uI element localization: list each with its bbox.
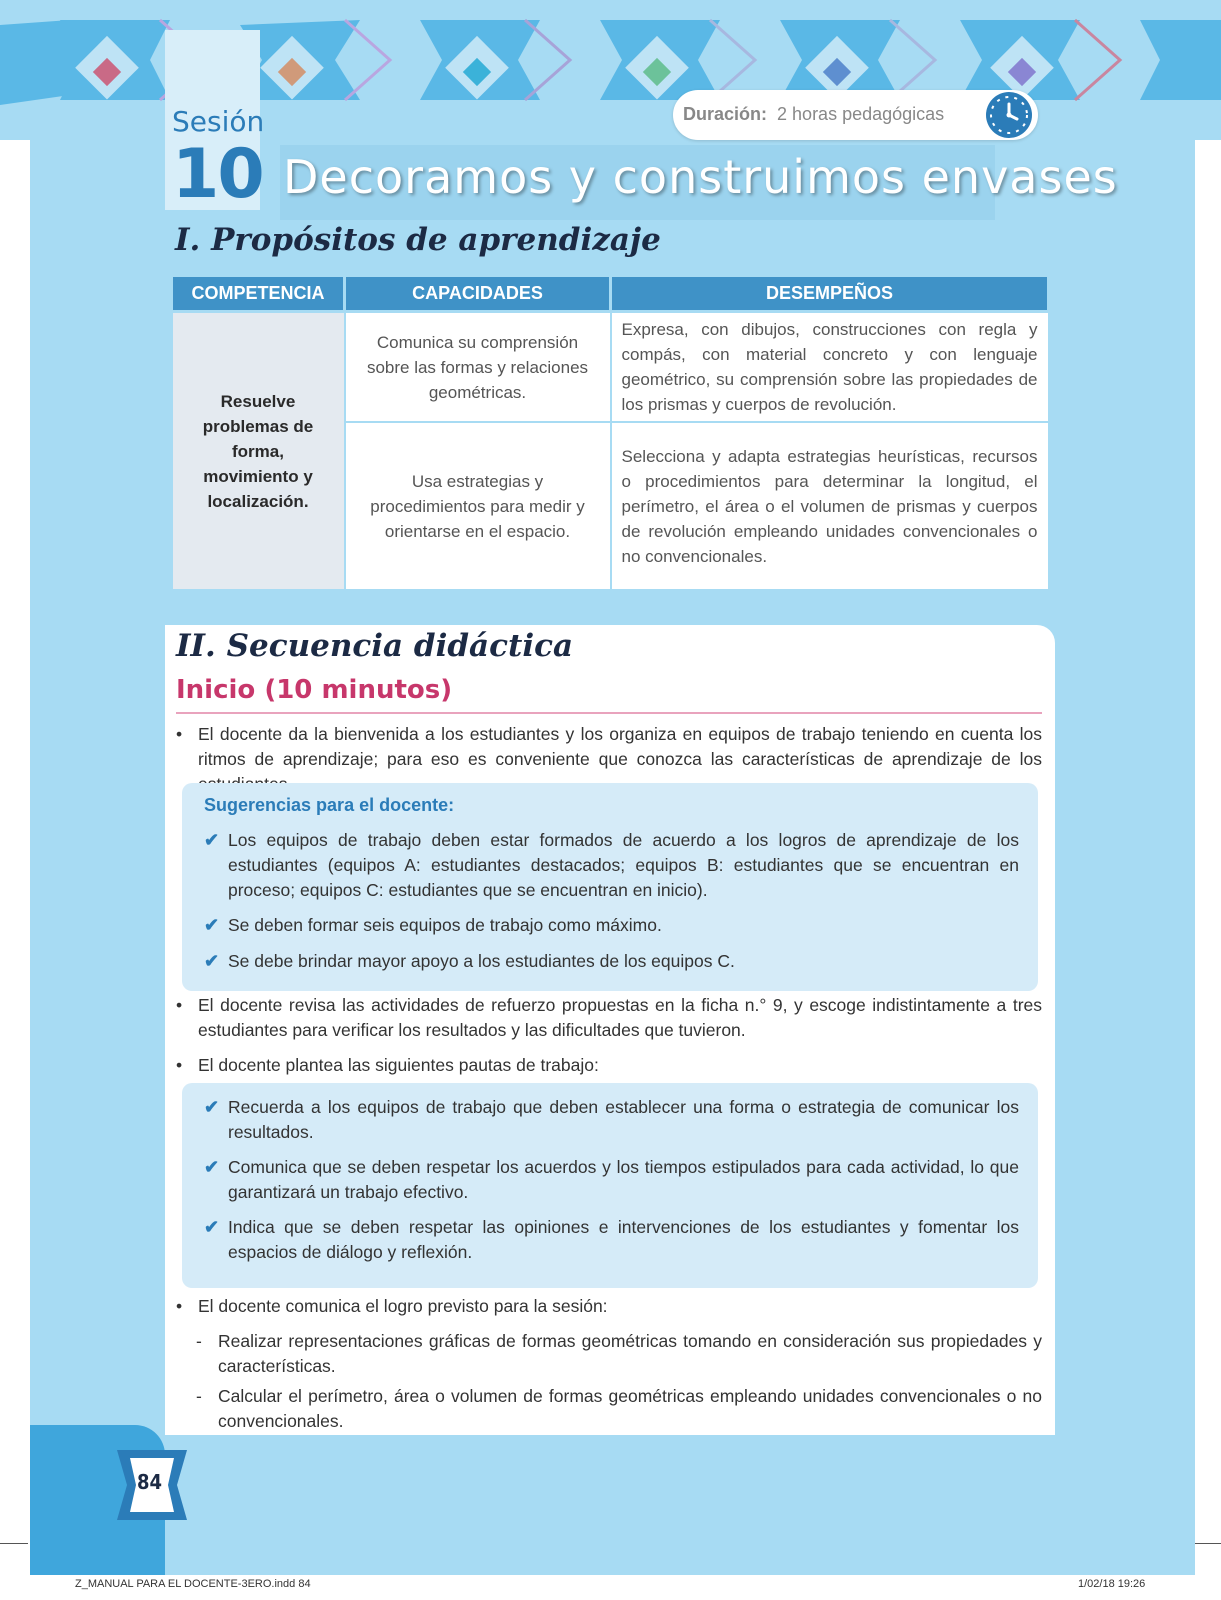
bullet-text: El docente plantea las siguientes pautas de trabajo: <box>198 1055 599 1075</box>
suggestion-text: Se deben formar seis equipos de trabajo como máximo. <box>228 915 662 935</box>
capacidad-cell: Usa estrategias y procedimientos para medir y orientarse en el espacio. <box>345 422 611 590</box>
capacidad-cell: Comunica su comprensión sobre las formas y relaciones geométricas. <box>345 312 611 423</box>
goal-text: Realizar representaciones gráficas de formas geométricas tomando en consideración sus propiedades y características. <box>218 1331 1042 1376</box>
bullet-icon: • <box>176 724 183 744</box>
purposes-table <box>170 274 1050 591</box>
check-icon: ✔ <box>204 1217 220 1237</box>
suggestions-title: Sugerencias para el docente: <box>204 795 455 815</box>
dash-icon: - <box>196 1386 202 1406</box>
section-heading-purposes: I. Propósitos de aprendizaje <box>175 222 661 258</box>
list-item <box>204 949 1019 974</box>
duration-value: 2 horas pedagógicas <box>777 104 945 124</box>
dash-icon: - <box>196 1331 202 1351</box>
table-row <box>172 312 1049 423</box>
bullet-text: El docente da la bienvenida a los estudiantes y los organiza en equipos de trabajo teniendo en cuenta los ritmos de aprendizaje; para eso es conveniente que conozca las características de aprendizaje de los <box>198 724 1042 769</box>
duration-badge <box>673 90 1038 140</box>
check-icon: ✔ <box>204 830 220 850</box>
session-label: Sesión <box>172 105 265 138</box>
list-item <box>196 1329 1042 1379</box>
guideline-text: Indica que se deben respetar las opiniones e intervenciones de los estudiantes y fomentar los espacios de diálogo y reflexión. <box>228 1217 1019 1262</box>
page-number: 84 <box>137 1470 163 1494</box>
footer-file: Z_MANUAL PARA EL DOCENTE-3ERO.indd 84 <box>75 1578 311 1590</box>
table-header-capacidades: CAPACIDADES <box>345 276 611 312</box>
guidelines-box <box>182 1083 1038 1288</box>
check-icon: ✔ <box>204 1097 220 1117</box>
duration-text <box>683 104 944 125</box>
bullet-icon: • <box>176 995 183 1015</box>
check-icon: ✔ <box>204 915 220 935</box>
list-item <box>176 993 1042 1043</box>
divider <box>176 712 1042 714</box>
bullet-icon: • <box>176 1296 183 1316</box>
guideline-text: Recuerda a los equipos de trabajo que deben establecer una forma o estrategia de comunicar los resultados. <box>228 1097 1019 1142</box>
crop-mark <box>1195 1543 1221 1544</box>
bullet-icon: • <box>176 1055 183 1075</box>
subheading-inicio: Inicio (10 minutos) <box>176 675 453 705</box>
duration-label: Duración: <box>683 104 768 124</box>
list-item <box>196 1384 1042 1434</box>
check-icon: ✔ <box>204 1157 220 1177</box>
table-header-competencia: COMPETENCIA <box>172 276 345 312</box>
list-item <box>204 1095 1019 1145</box>
competencia-cell: Resuelve problemas de forma, movimiento y localización. <box>172 312 345 591</box>
clock-icon <box>985 91 1033 139</box>
desempeno-cell: Selecciona y adapta estrategias heurísticas, recursos o procedimientos para determinar la longitud, el perímetro, el área o el volumen de prismas y cuerpos de revolución empleando unidades convencionales o no convencionales. <box>611 422 1049 590</box>
list-item <box>176 1053 1042 1078</box>
crop-mark <box>0 1543 28 1544</box>
suggestion-text: Se debe brindar mayor apoyo a los estudiantes de los equipos C. <box>228 951 735 971</box>
list-item <box>204 1155 1019 1205</box>
bullet-text: El docente revisa las actividades de refuerzo propuestas en la ficha n.° 9, y escoge indistintamente a tres estudiantes para verificar los resultados y las dificultades que tuvieron. <box>198 995 1042 1040</box>
page-title: Decoramos y construimos envases <box>283 150 1118 204</box>
table-header-desempenos: DESEMPEÑOS <box>611 276 1049 312</box>
section-heading-sequence: II. Secuencia didáctica <box>176 628 574 664</box>
goal-text: Calcular el perímetro, área o volumen de formas geométricas empleando unidades convencionales o no convencionales. <box>218 1386 1042 1431</box>
check-icon: ✔ <box>204 951 220 971</box>
desempeno-cell: Expresa, con dibujos, construcciones con regla y compás, con material concreto y con lenguaje geométrico, su comprensión sobre las propiedades de los prismas y cuerpos de revolución. <box>611 312 1049 423</box>
guideline-text: Comunica que se deben respetar los acuerdos y los tiempos estipulados para cada actividad, lo que garantizará un trabajo efectivo. <box>228 1157 1019 1202</box>
list-item <box>204 913 1019 938</box>
list-item <box>204 1215 1019 1265</box>
bullet-text: El docente comunica el logro previsto para la sesión: <box>198 1296 608 1316</box>
list-item <box>204 828 1019 903</box>
suggestions-box <box>182 783 1038 991</box>
session-number: 10 <box>172 135 263 214</box>
footer-date: 1/02/18 19:26 <box>1078 1578 1146 1590</box>
list-item <box>176 1294 1042 1319</box>
suggestion-text: Los equipos de trabajo deben estar formados de acuerdo a los logros de aprendizaje de los estudiantes (equipos A: estudiantes destacados; equipos B: estudiantes que se encuentran en proceso; equipos C: estudiantes que se encuentran en inicio). <box>228 830 1019 900</box>
